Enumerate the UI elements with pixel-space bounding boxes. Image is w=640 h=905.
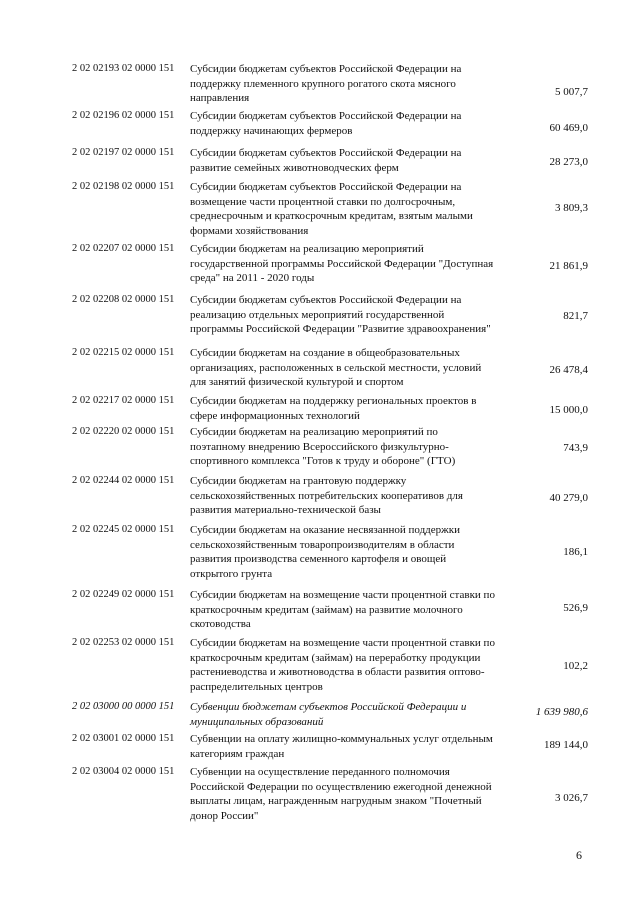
row-description: Субсидии бюджетам на создание в общеобразовательных организациях, расположенных в сельской местности, условий для занятий физической культурой и спортом xyxy=(190,347,482,388)
row-code: 2 02 02208 02 0000 151 xyxy=(72,294,175,305)
row-code: 2 02 02244 02 0000 151 xyxy=(72,475,175,486)
row-description: Субсидии бюджетам на реализацию мероприятий по поэтапному внедрению Всероссийского физкультурно-спортивного комплекса "Готов к труду и обороне" (ГТО) xyxy=(190,426,456,467)
row-value: 60 469,0 xyxy=(549,122,588,134)
row-code: 2 02 03004 02 0000 151 xyxy=(72,766,175,777)
row-description: Субсидии бюджетам субъектов Российской Федерации на развитие семейных животноводческих ферм xyxy=(190,147,462,174)
row-description: Субвенции на осуществление переданного полномочия Российской Федерации по осуществлению ежегодной денежной выплаты лицам, награжденным нагрудным знаком "Почетный донор России" xyxy=(190,766,492,822)
row-description: Субсидии бюджетам субъектов Российской Федерации на реализацию отдельных мероприятий государственной программы Российской Федерации "Развитие здравоохранения" xyxy=(190,294,491,335)
row-code: 2 02 02249 02 0000 151 xyxy=(72,589,175,600)
row-description: Субвенции на оплату жилищно-коммунальных услуг отдельным категориям граждан xyxy=(190,733,493,760)
row-value: 526,9 xyxy=(563,602,588,614)
page-number: 6 xyxy=(576,848,582,862)
row-code: 2 02 03001 02 0000 151 xyxy=(72,733,175,744)
row-value: 15 000,0 xyxy=(549,404,588,416)
row-description: Субсидии бюджетам на грантовую поддержку сельскохозяйственных потребительских кооперативов для развития материально-технической базы xyxy=(190,475,463,516)
row-code: 2 02 02193 02 0000 151 xyxy=(72,63,175,74)
row-code: 2 02 02207 02 0000 151 xyxy=(72,243,175,254)
row-description: Субсидии бюджетам на поддержку региональных проектов в сфере информационных технологий xyxy=(190,395,477,422)
row-code: 2 02 02220 02 0000 151 xyxy=(72,426,175,437)
row-value: 40 279,0 xyxy=(549,492,588,504)
row-value: 3 026,7 xyxy=(555,792,588,804)
row-description: Субсидии бюджетам на возмещение части процентной ставки по краткосрочным кредитам (займам) на развитие молочного скотоводства xyxy=(190,589,495,630)
row-description: Субвенции бюджетам субъектов Российской Федерации и муниципальных образований xyxy=(190,701,467,728)
row-value: 1 639 980,6 xyxy=(535,706,588,718)
row-value: 21 861,9 xyxy=(549,260,588,272)
row-code: 2 02 02217 02 0000 151 xyxy=(72,395,175,406)
row-code: 2 02 02197 02 0000 151 xyxy=(72,147,175,158)
row-description: Субсидии бюджетам субъектов Российской Федерации на поддержку племенного крупного рогатого скота мясного направления xyxy=(190,63,462,104)
row-value: 186,1 xyxy=(563,546,588,558)
row-description: Субсидии бюджетам субъектов Российской Федерации на поддержку начинающих фермеров xyxy=(190,110,462,137)
row-value: 743,9 xyxy=(563,442,588,454)
row-description: Субсидии бюджетам субъектов Российской Федерации на возмещение части процентной ставки по долгосрочным, среднесрочным и краткосрочным кредитам, взятым малыми формами хозяйствования xyxy=(190,181,473,237)
row-code: 2 02 02253 02 0000 151 xyxy=(72,637,175,648)
row-code: 2 02 02196 02 0000 151 xyxy=(72,110,175,121)
row-description: Субсидии бюджетам на реализацию мероприятий государственной программы Российской Федерации "Доступная среда" на 2011 - 2020 годы xyxy=(190,243,494,284)
row-description: Субсидии бюджетам на оказание несвязанной поддержки сельскохозяйственным товаропроизводителям в области развития производства семенного картофеля и овощей открытого грунта xyxy=(190,524,460,580)
row-code: 2 02 02198 02 0000 151 xyxy=(72,181,175,192)
row-value: 102,2 xyxy=(563,660,588,672)
row-code: 2 02 02215 02 0000 151 xyxy=(72,347,175,358)
row-description: Субсидии бюджетам на возмещение части процентной ставки по краткосрочным кредитам (займам) на переработку продукции растениеводства и животноводства в области развития оптово-распределительных центров xyxy=(190,637,495,693)
row-value: 5 007,7 xyxy=(555,86,588,98)
row-code: 2 02 02245 02 0000 151 xyxy=(72,524,175,535)
row-value: 28 273,0 xyxy=(549,156,588,168)
row-value: 821,7 xyxy=(563,310,588,322)
row-value: 26 478,4 xyxy=(549,364,588,376)
row-code: 2 02 03000 00 0000 151 xyxy=(72,701,175,712)
row-value: 3 809,3 xyxy=(555,202,588,214)
row-value: 189 144,0 xyxy=(544,739,588,751)
